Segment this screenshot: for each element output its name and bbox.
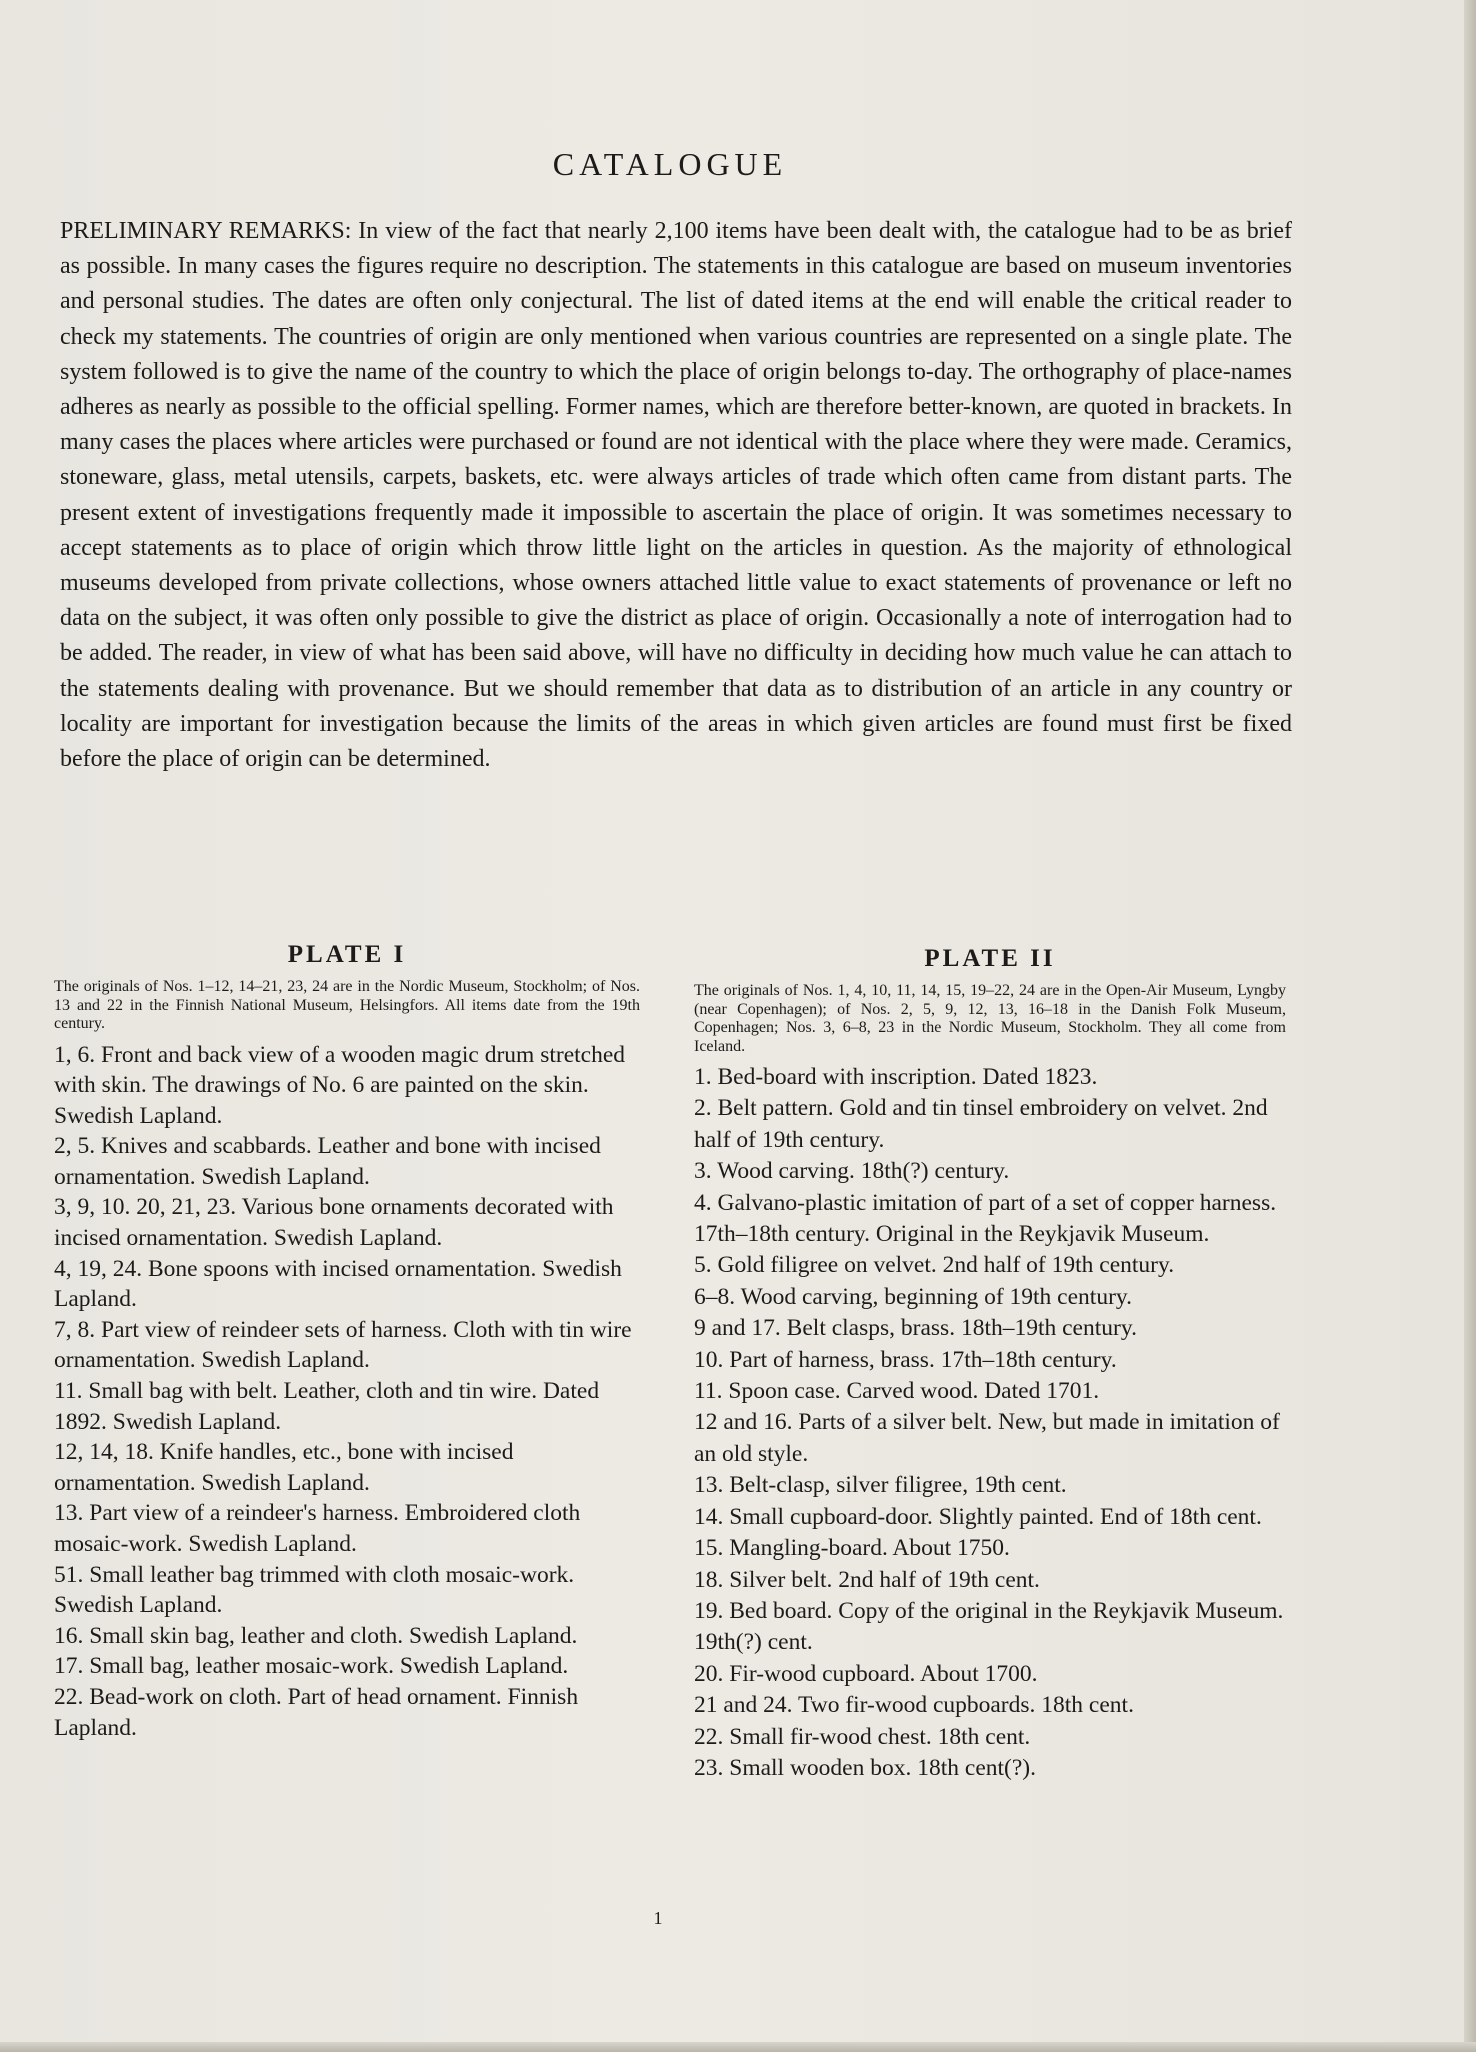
catalogue-entry: 3. Wood carving. 18th(?) century. [694, 1158, 1010, 1185]
catalogue-entry: 4. Galvano-plastic imitation of part of a set of copper harness. 17th–18th century. Original in the Reykjavik Museum. [694, 1189, 1277, 1248]
plate-2-entries [694, 1062, 1286, 1784]
catalogue-entry: 18. Silver belt. 2nd half of 19th cent. [694, 1566, 1040, 1593]
preliminary-remarks: PRELIMINARY REMARKS: In view of the fact that nearly 2,100 items have been dealt with, the catalogue had to be as brief as possible. In many cases the figures require no description. The statements in this catalogue are based on museum inventories and personal studies. The dates are often only conjectural. The list of dated items at the end will enable the critical reader to check my statements. The countries of origin are only mentioned when various countries are represented on a single plate. The system followed is to give the name of the country to which the place of origin belongs to-day. The orthography of place-names adheres as nearly as possible to the official spelling. Former names, which are therefore better-known, are quoted in brackets. In many cases the places where articles were purchased or found are not identical with the place where they were made. Ceramics, stoneware, glass, metal utensils, carpets, baskets, etc. were always articles of trade which often came from distant parts. The present extent of investigations frequently made it impossible to ascertain the place of origin. It was sometimes necessary to accept statements as to place of origin which throw little light on the articles in question. As the majority of ethnological museums developed from private collections, whose owners attached little value to exact statements of provenance or left no data on the subject, it was often only possible to give the district as place of origin. Occasionally a note of interrogation had to be added. The reader, in view of what has been said above, will have no difficulty in deciding how much value he can attach to the statements dealing with provenance. But we should remember that data as to distribution of an article in any country or locality are important for investigation because the limits of the areas in which given articles are found must first be fixed before the place of origin can be determined. [60, 218, 1292, 773]
page-title: CATALOGUE [552, 146, 788, 182]
catalogue-entry: 22. Small fir-wood chest. 18th cent. [694, 1723, 1031, 1750]
page-bottom-edge [0, 2042, 1476, 2052]
catalogue-entry: 13. Belt-clasp, silver filigree, 19th cent. [694, 1472, 1067, 1499]
catalogue-entry: 51. Small leather bag trimmed with cloth mosaic-work. Swedish Lapland. [54, 1561, 575, 1619]
catalogue-entry: 17. Small bag, leather mosaic-work. Swedish Lapland. [54, 1653, 569, 1680]
page-number: 1 [653, 1908, 663, 1928]
plate-2-column [694, 944, 1286, 1784]
catalogue-entry: 13. Part view of a reindeer's harness. Embroidered cloth mosaic-work. Swedish Lapland. [54, 1500, 581, 1557]
catalogue-entry: 21 and 24. Two fir-wood cupboards. 18th cent. [694, 1692, 1134, 1719]
plate-1-column [54, 940, 640, 1743]
page-edge-shadow [1464, 0, 1476, 2052]
catalogue-entry: 4, 19, 24. Bone spoons with incised ornamentation. Swedish Lapland. [54, 1255, 622, 1313]
catalogue-entry: 11. Small bag with belt. Leather, cloth and tin wire. Dated 1892. Swedish Lapland. [54, 1378, 600, 1435]
catalogue-entry: 2. Belt pattern. Gold and tin tinsel embroidery on velvet. 2nd half of 19th century. [694, 1095, 1268, 1153]
catalogue-entry: 9 and 17. Belt clasps, brass. 18th–19th century. [694, 1315, 1137, 1342]
plate-2-note: The originals of Nos. 1, 4, 10, 11, 14, 15, 19–22, 24 are in the Open-Air Museum, Lyngby (near Copenhagen); of Nos. 2, 5, 9, 12, 13, 16–18 in the Danish Folk Museum, Copenhagen; Nos. 3, 6–8, 23 in the Nordic Museum, Stockholm. They all come from Iceland. [694, 982, 1286, 1055]
catalogue-entry: 12, 14, 18. Knife handles, etc., bone with incised ornamentation. Swedish Lapland. [54, 1439, 514, 1496]
catalogue-entry: 7, 8. Part view of reindeer sets of harness. Cloth with tin wire ornamentation. Swedish Lapland. [54, 1316, 632, 1374]
catalogue-entry: 20. Fir-wood cupboard. About 1700. [694, 1660, 1038, 1687]
catalogue-entry: 1, 6. Front and back view of a wooden magic drum stretched with skin. The drawings of No. 6 are painted on the skin. Swedish Lapland. [54, 1041, 626, 1129]
catalogue-entry: 11. Spoon case. Carved wood. Dated 1701. [694, 1378, 1100, 1405]
catalogue-entry: 23. Small wooden box. 18th cent(?). [694, 1754, 1036, 1781]
catalogue-entry: 19. Bed board. Copy of the original in the Reykjavik Museum. 19th(?) cent. [694, 1597, 1284, 1656]
plate-1-heading: PLATE I [287, 941, 407, 968]
catalogue-entry: 3, 9, 10. 20, 21, 23. Various bone ornaments decorated with incised ornamentation. Swedish Lapland. [54, 1194, 614, 1252]
plate-1-entries [54, 1040, 640, 1744]
catalogue-entry: 1. Bed-board with inscription. Dated 1823. [694, 1064, 1098, 1090]
plate-1-note: The originals of Nos. 1–12, 14–21, 23, 24 are in the Nordic Museum, Stockholm; of Nos. 13 and 22 in the Finnish National Museum, Helsingfors. All items date from the 19th century. [54, 978, 640, 1032]
catalogue-entry: 15. Mangling-board. About 1750. [694, 1535, 1010, 1562]
catalogue-entry: 14. Small cupboard-door. Slightly painted. End of 18th cent. [694, 1503, 1262, 1530]
catalogue-entry: 22. Bead-work on cloth. Part of head ornament. Finnish Lapland. [54, 1683, 579, 1741]
catalogue-entry: 2, 5. Knives and scabbards. Leather and bone with incised ornamentation. Swedish Lapland. [54, 1133, 601, 1190]
catalogue-entry: 6–8. Wood carving, beginning of 19th century. [694, 1283, 1132, 1310]
catalogue-entry: 10. Part of harness, brass. 17th–18th century. [694, 1346, 1117, 1373]
plate-2-heading: PLATE II [924, 945, 1056, 972]
catalogue-entry: 5. Gold filigree on velvet. 2nd half of 19th century. [694, 1252, 1175, 1279]
catalogue-entry: 16. Small skin bag, leather and cloth. Swedish Lapland. [54, 1622, 578, 1649]
catalogue-entry: 12 and 16. Parts of a silver belt. New, but made in imitation of an old style. [694, 1409, 1280, 1467]
